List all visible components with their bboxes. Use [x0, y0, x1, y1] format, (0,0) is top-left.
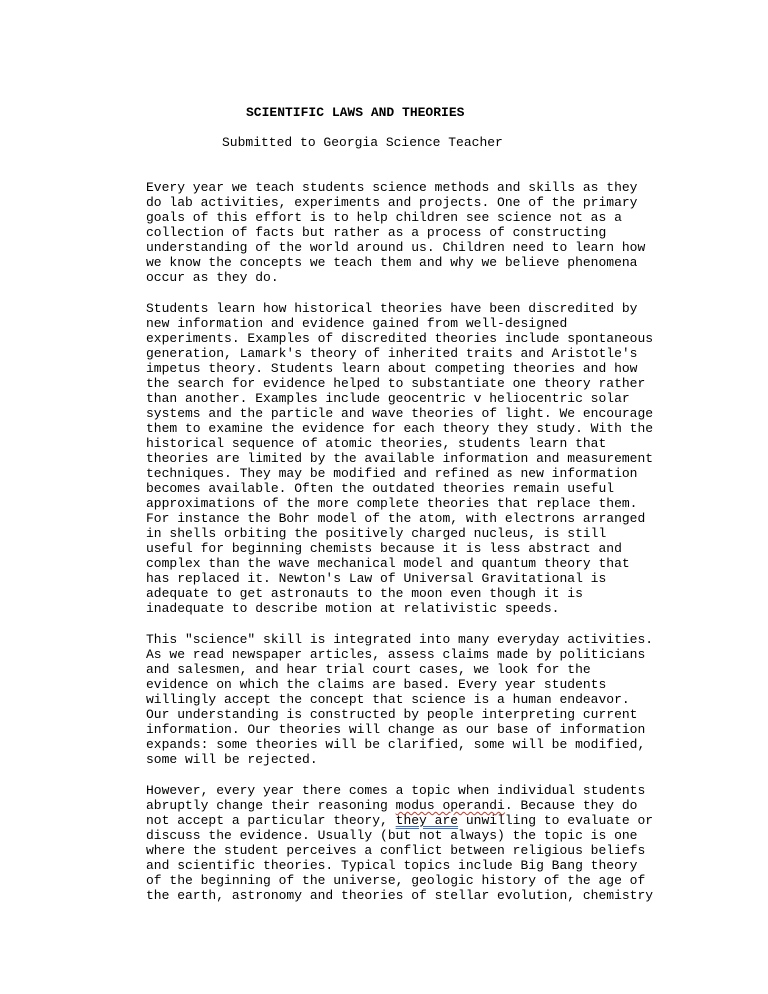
text-line: becomes available. Often the outdated theories remain useful — [146, 481, 615, 496]
text-line: willingly accept the concept that science is a human endeavor. — [146, 692, 630, 707]
text-line: of the beginning of the universe, geologic history of the age of — [146, 873, 646, 888]
text-line: and scientific theories. Typical topics include Big Bang theory — [146, 858, 638, 873]
paragraph — [146, 180, 746, 285]
text-line: complex than the wave mechanical model and quantum theory that — [146, 556, 630, 571]
text-line: some will be rejected. — [146, 752, 318, 767]
text-line: the earth, astronomy and theories of stellar evolution, chemistry — [146, 888, 654, 903]
text-line: collection of facts but rather as a process of constructing — [146, 225, 607, 240]
text-segment: not accept a particular theory, — [146, 813, 396, 828]
text-line: approximations of the more complete theories that replace them. — [146, 496, 638, 511]
spellcheck-flagged-text[interactable]: modus operandi — [395, 798, 505, 813]
text-line: theories are limited by the available information and measurement — [146, 451, 654, 466]
text-line: As we read newspaper articles, assess claims made by politicians — [146, 647, 646, 662]
text-line: This "science" skill is integrated into many everyday activities. — [146, 632, 654, 647]
text-line — [146, 813, 746, 828]
text-line: historical sequence of atomic theories, students learn that — [146, 436, 607, 451]
text-line: than another. Examples include geocentric v heliocentric solar — [146, 391, 630, 406]
text-line: has replaced it. Newton's Law of Universal Gravitational is — [146, 571, 607, 586]
grammar-flagged-text[interactable]: they are — [395, 813, 459, 828]
document-title: SCIENTIFIC LAWS AND THEORIES — [246, 105, 465, 120]
text-segment: unwilling to evaluate or — [458, 813, 654, 828]
text-line: Students learn how historical theories have been discredited by — [146, 301, 638, 316]
text-line: useful for beginning chemists because it is less abstract and — [146, 541, 622, 556]
text-line: and salesmen, and hear trial court cases, we look for the — [146, 662, 591, 677]
text-line: discuss the evidence. Usually (but not always) the topic is one — [146, 828, 638, 843]
text-line: occur as they do. — [146, 270, 279, 285]
text-line: goals of this effort is to help children see science not as a — [146, 210, 622, 225]
text-segment: . Because they do — [504, 798, 638, 813]
text-line: Every year we teach students science methods and skills as they — [146, 180, 638, 195]
text-segment: abruptly change their reasoning — [146, 798, 396, 813]
document-body — [146, 180, 746, 919]
text-line: Our understanding is constructed by people interpreting current — [146, 707, 638, 722]
text-line: inadequate to describe motion at relativistic speeds. — [146, 601, 560, 616]
text-line: However, every year there comes a topic when individual students — [146, 783, 646, 798]
text-line: expands: some theories will be clarified, some will be modified, — [146, 737, 646, 752]
text-line — [146, 798, 746, 813]
document-subtitle: Submitted to Georgia Science Teacher — [222, 135, 503, 150]
paragraph — [146, 632, 746, 767]
text-line: understanding of the world around us. Children need to learn how — [146, 240, 646, 255]
text-line: experiments. Examples of discredited theories include spontaneous — [146, 331, 654, 346]
text-line: techniques. They may be modified and refined as new information — [146, 466, 638, 481]
text-line: generation, Lamark's theory of inherited traits and Aristotle's — [146, 346, 638, 361]
paragraph — [146, 301, 746, 616]
text-line: do lab activities, experiments and projects. One of the primary — [146, 195, 638, 210]
paragraph — [146, 783, 746, 903]
text-line: the search for evidence helped to substantiate one theory rather — [146, 376, 646, 391]
text-line: For instance the Bohr model of the atom, with electrons arranged — [146, 511, 646, 526]
text-line: information. Our theories will change as our base of information — [146, 722, 646, 737]
text-line: in shells orbiting the positively charged nucleus, is still — [146, 526, 607, 541]
text-line: them to examine the evidence for each theory they study. With the — [146, 421, 654, 436]
text-line: adequate to get astronauts to the moon even though it is — [146, 586, 583, 601]
text-line: evidence on which the claims are based. Every year students — [146, 677, 607, 692]
text-line: systems and the particle and wave theories of light. We encourage — [146, 406, 654, 421]
text-line: impetus theory. Students learn about competing theories and how — [146, 361, 638, 376]
text-line: new information and evidence gained from well-designed — [146, 316, 568, 331]
text-line: we know the concepts we teach them and why we believe phenomena — [146, 255, 638, 270]
text-line: where the student perceives a conflict between religious beliefs — [146, 843, 646, 858]
